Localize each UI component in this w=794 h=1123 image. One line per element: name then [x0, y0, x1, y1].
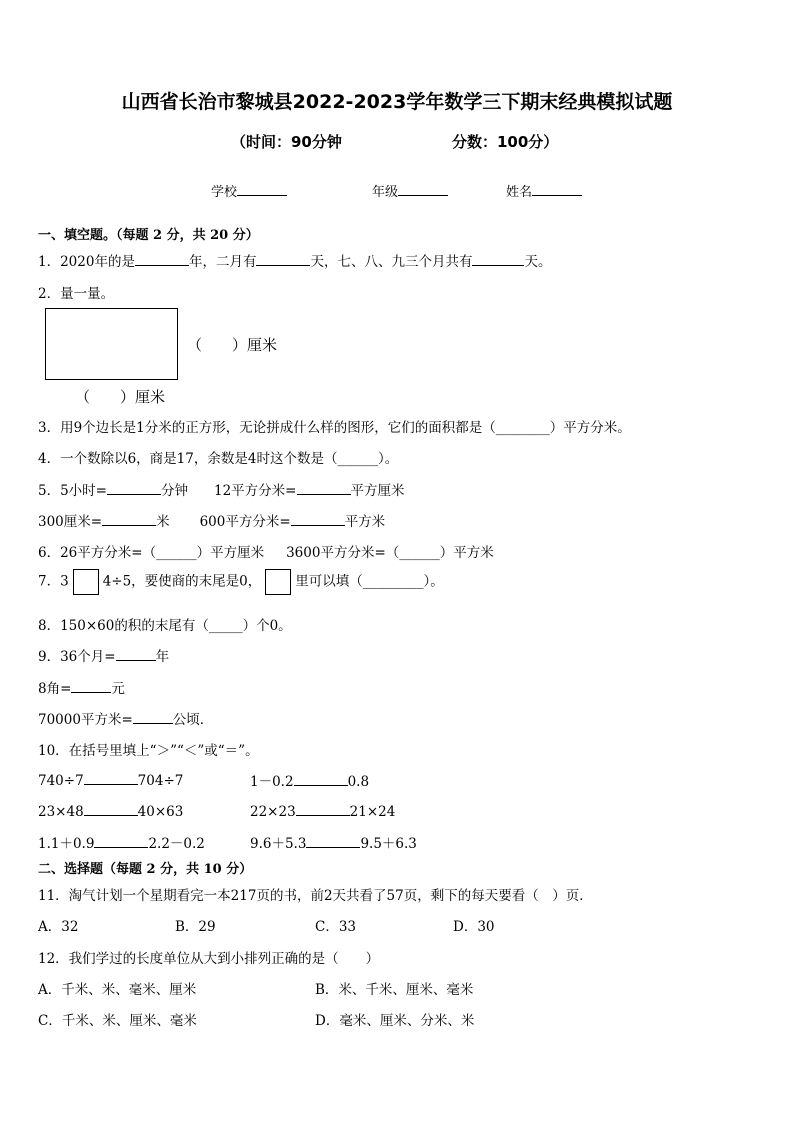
question-2: 2．量一量。: [38, 286, 115, 302]
q7-part-a: 7．3: [38, 573, 69, 590]
q5-blank-a: [107, 480, 161, 495]
q9-b1: 8角=: [38, 681, 72, 697]
q10-row-1-right: [250, 770, 369, 790]
q5-b1: 12平方分米=: [214, 483, 297, 499]
name-field: [506, 181, 582, 200]
q9-blank-a: [116, 646, 156, 661]
q11-option-b: B．29: [175, 919, 216, 935]
question-3: 3．用9个边长是1分米的正方形，无论拼成什么样的图形，它们的面积都是（________）平方分米。: [38, 420, 631, 436]
q10-blank: [94, 833, 148, 848]
q2-bottom-label: （ ）厘米: [75, 388, 166, 406]
grade-label: 年级: [372, 185, 399, 200]
q1-part-b: 年，二月有: [188, 254, 257, 270]
question-1: [38, 250, 551, 270]
q10-row-2-right: [250, 801, 395, 820]
question-7: [38, 569, 444, 595]
q5-blank-d: [291, 511, 345, 526]
q10-r3a1: 1.1＋0.9: [38, 836, 95, 852]
q5-d2: 平方米: [344, 514, 386, 530]
question-9-line-1: [38, 645, 169, 665]
q9-blank-b: [71, 678, 111, 693]
q10-row-2-left: [38, 801, 183, 820]
q11-option-a: A．32: [38, 919, 79, 935]
q7-square-1: [73, 569, 99, 595]
q10-r2b2: 21×24: [349, 804, 396, 820]
q5-blank-c: [102, 511, 156, 526]
q2-right-label: （ ）厘米: [187, 336, 278, 354]
school-field: [211, 181, 287, 200]
q10-r2b1: 22×23: [250, 804, 296, 820]
q10-blank: [84, 801, 138, 816]
q7-square-2: [265, 569, 291, 595]
q1-part-c: 天，七、八、九三个月共有: [310, 254, 473, 270]
question-6: [38, 541, 494, 561]
q10-blank: [306, 833, 360, 848]
question-10: 10．在括号里填上“＞”“＜”或“＝”。: [38, 743, 259, 759]
question-5-line-2: [38, 510, 385, 530]
q5-b2: 平方厘米: [350, 483, 405, 499]
question-9-line-2: [38, 677, 125, 697]
grade-field: [372, 181, 448, 200]
q1-blank-1: [135, 251, 189, 266]
q10-r1a2: 704÷7: [137, 773, 184, 789]
exam-title: 山西省长治市黎城县2022-2023学年数学三下期末经典模拟试题: [121, 91, 673, 113]
q10-row-1-left: [38, 770, 183, 789]
q5-d1: 600平方分米=: [199, 514, 291, 530]
section-1-heading: 一、填空题。（每题 2 分，共 20 分）: [38, 228, 259, 243]
q7-part-b: 4÷5，要使商的末尾是0，: [102, 573, 262, 590]
q5-blank-b: [297, 480, 351, 495]
q5-a2: 分钟: [161, 483, 188, 499]
question-11: 11．淘气计划一个星期看完一本217页的书，前2天共看了57页，剩下的每天要看（ ）页．: [38, 888, 593, 904]
q10-r1b1: 1－0.2: [250, 774, 294, 790]
school-blank: [237, 181, 287, 196]
q5-a1: 5．5小时=: [38, 483, 107, 499]
q11-option-c: C．33: [315, 919, 357, 935]
q9-b2: 元: [111, 681, 125, 697]
q12-option-d: D．毫米、厘米、分米、米: [315, 1013, 475, 1029]
q7-part-c: 里可以填（_________）。: [295, 573, 444, 590]
question-12: 12．我们学过的长度单位从大到小排列正确的是（ ）: [38, 951, 380, 967]
q1-blank-3: [472, 251, 524, 266]
exam-time: （时间：90分钟: [231, 133, 342, 151]
name-label: 姓名: [506, 185, 533, 200]
q10-r3b1: 9.6＋5.3: [250, 836, 307, 852]
q12-option-b: B．米、千米、厘米、毫米: [315, 982, 474, 998]
q1-part-d: 天。: [524, 254, 552, 270]
q6-part-a: 6．26平方分米=（______）平方厘米: [38, 545, 265, 561]
q10-r2a2: 40×63: [137, 804, 184, 820]
q12-option-a: A．千米、米、毫米、厘米: [38, 982, 197, 998]
question-8: 8．150×60的积的末尾有（_____）个0。: [38, 618, 292, 634]
q9-a1: 9．36个月=: [38, 649, 116, 665]
section-2-heading: 二、选择题（每题 2 分，共 10 分）: [38, 862, 253, 877]
q9-c2: 公顷．: [172, 712, 214, 728]
q6-part-b: 3600平方分米=（______）平方米: [286, 545, 494, 561]
q10-row-3-left: [38, 832, 205, 852]
q1-part-a: 1．2020年的是: [38, 254, 135, 270]
school-label: 学校: [211, 185, 238, 200]
q9-a2: 年: [155, 649, 170, 665]
q10-blank: [294, 771, 348, 786]
q10-row-3-right: [250, 832, 417, 852]
q10-r3a2: 2.2－0.2: [148, 836, 205, 852]
q9-blank-c: [133, 709, 173, 724]
question-9-line-3: [38, 708, 213, 728]
q10-blank: [84, 770, 138, 785]
measure-rectangle: [45, 308, 178, 380]
q10-r3b2: 9.5＋6.3: [360, 836, 417, 852]
grade-blank: [398, 181, 448, 196]
q10-r2a1: 23×48: [38, 804, 84, 820]
q1-blank-2: [256, 251, 310, 266]
exam-score: 分数：100分）: [452, 133, 559, 151]
q11-option-d: D．30: [453, 919, 495, 935]
q5-c1: 300厘米=: [38, 514, 103, 530]
q10-blank: [296, 801, 350, 816]
q10-r1a1: 740÷7: [38, 773, 84, 789]
q10-r1b2: 0.8: [347, 774, 370, 790]
question-4: 4．一个数除以6，商是17，余数是4时这个数是（______）。: [38, 451, 399, 467]
name-blank: [532, 181, 582, 196]
q5-c2: 米: [156, 514, 170, 530]
question-5-line-1: [38, 479, 405, 499]
q12-option-c: C．千米、米、厘米、毫米: [38, 1013, 197, 1029]
q9-c1: 70000平方米=: [38, 712, 133, 728]
